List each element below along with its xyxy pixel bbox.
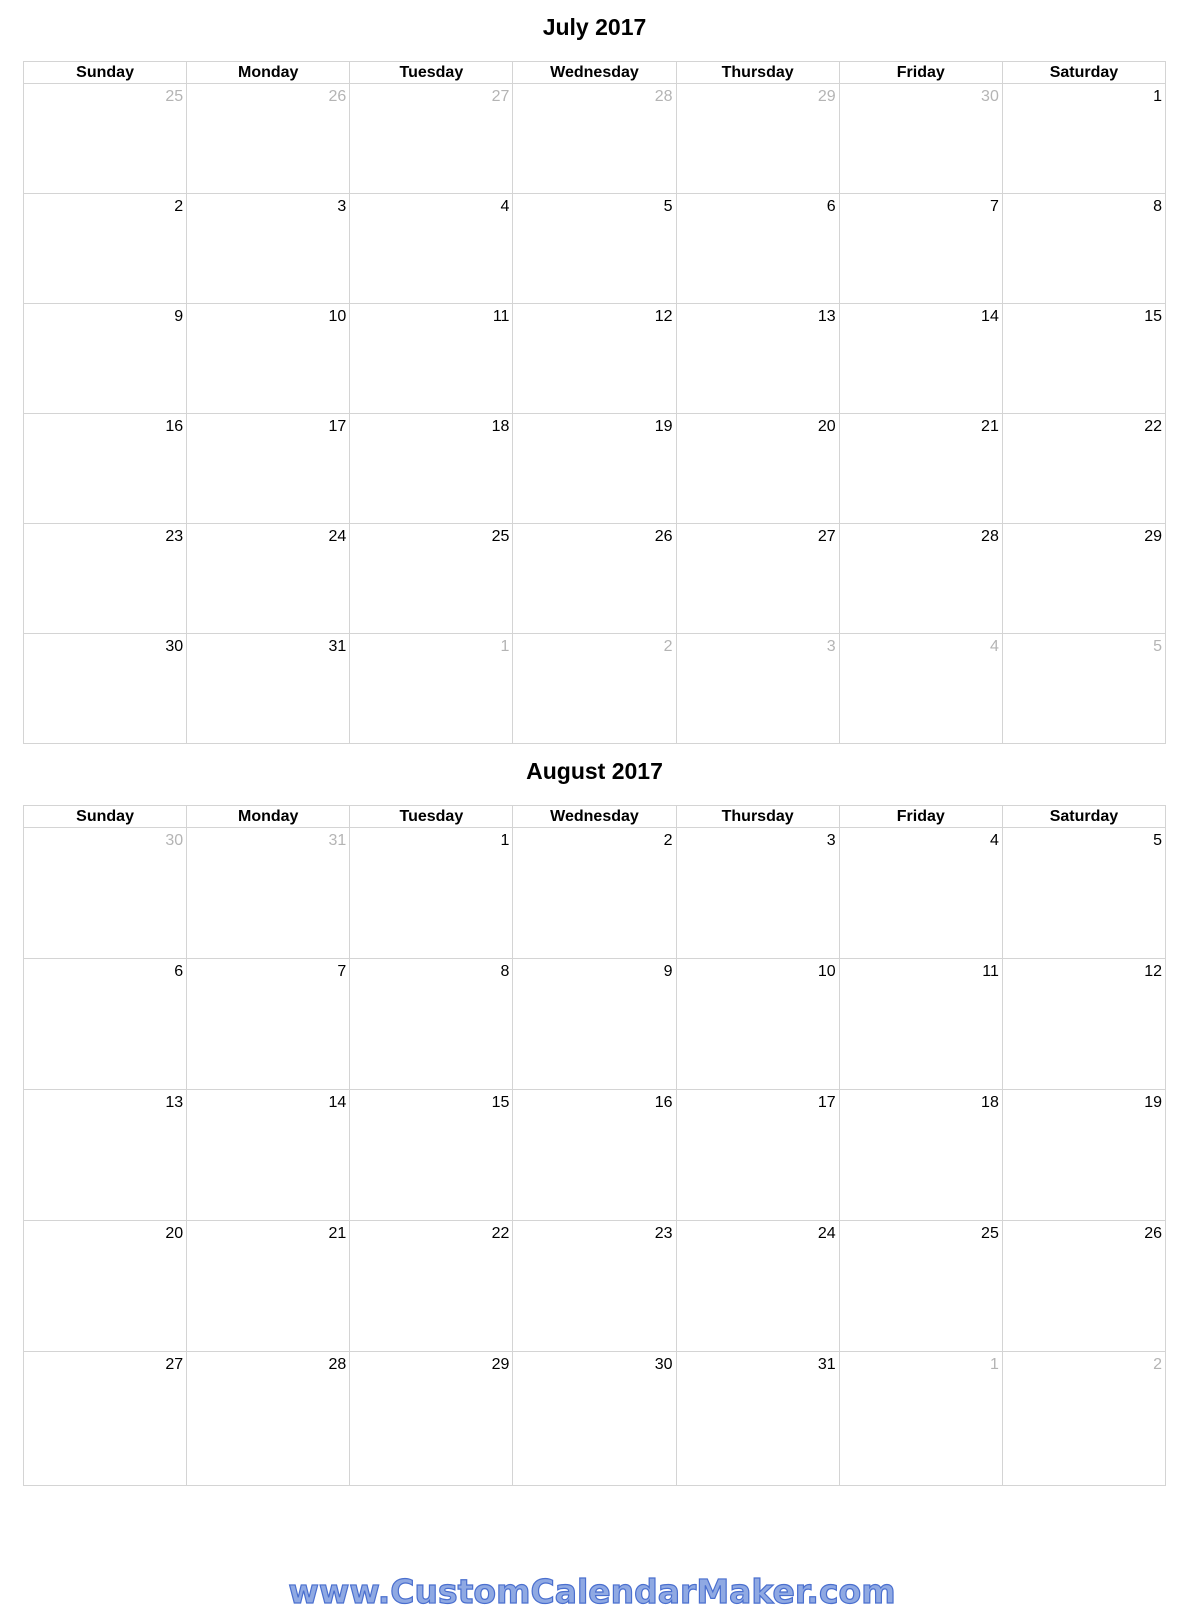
day-cell[interactable] (24, 304, 187, 414)
day-cell[interactable] (24, 1221, 187, 1352)
other-month-day-number: 5 (1153, 638, 1162, 655)
week-row (24, 1090, 1166, 1221)
day-cell[interactable] (1002, 1352, 1165, 1486)
day-number: 5 (663, 198, 673, 215)
day-number: 15 (1144, 308, 1162, 325)
day-cell[interactable] (350, 194, 513, 304)
day-cell[interactable] (839, 1090, 1002, 1221)
day-cell[interactable] (187, 304, 350, 414)
day-number: 1 (500, 832, 510, 849)
day-cell[interactable] (513, 959, 676, 1090)
day-cell[interactable] (350, 828, 513, 959)
day-number: 2 (663, 832, 673, 849)
day-cell[interactable] (513, 414, 676, 524)
other-month-day-number: 30 (981, 88, 999, 105)
day-cell[interactable] (350, 1090, 513, 1221)
weekday-tuesday: Tuesday (350, 806, 513, 828)
day-cell[interactable] (513, 194, 676, 304)
week-row (24, 634, 1166, 744)
day-number: 11 (492, 308, 510, 325)
day-number: 13 (165, 1094, 184, 1111)
day-cell[interactable] (24, 1090, 187, 1221)
other-month-day-number: 28 (654, 88, 673, 105)
day-cell[interactable] (676, 959, 839, 1090)
day-number: 20 (165, 1225, 184, 1242)
day-cell[interactable] (513, 524, 676, 634)
day-cell[interactable] (350, 304, 513, 414)
other-month-day-number: 4 (989, 638, 999, 655)
day-number: 16 (165, 418, 184, 435)
site-logo[interactable]: www.CustomCalendarMaker.com (288, 1572, 896, 1611)
day-cell[interactable] (676, 1221, 839, 1352)
day-number: 21 (328, 1225, 347, 1242)
day-number: 18 (981, 1094, 999, 1111)
month-title: August 2017 (526, 758, 663, 784)
day-cell[interactable] (676, 524, 839, 634)
day-cell[interactable] (187, 414, 350, 524)
day-cell[interactable] (350, 1221, 513, 1352)
day-number: 23 (165, 528, 184, 545)
day-number: 7 (989, 198, 999, 215)
day-cell[interactable] (513, 1221, 676, 1352)
day-cell[interactable] (839, 414, 1002, 524)
footer (0, 1572, 1184, 1611)
day-cell[interactable] (1002, 634, 1165, 744)
day-cell[interactable] (187, 1090, 350, 1221)
day-cell[interactable] (187, 1221, 350, 1352)
weekday-sunday: Sunday (24, 62, 187, 84)
day-number: 19 (654, 418, 673, 435)
weekday-friday: Friday (839, 806, 1002, 828)
other-month-day-number: 31 (328, 832, 347, 849)
day-cell[interactable] (350, 959, 513, 1090)
day-cell[interactable] (1002, 304, 1165, 414)
week-row (24, 84, 1166, 194)
day-number: 27 (165, 1356, 184, 1373)
day-cell[interactable] (24, 828, 187, 959)
day-number: 24 (328, 528, 347, 545)
other-month-day-number: 25 (165, 88, 184, 105)
day-cell[interactable] (676, 828, 839, 959)
day-number: 4 (989, 832, 999, 849)
day-number: 2 (174, 198, 184, 215)
day-number: 18 (491, 418, 510, 435)
day-number: 31 (328, 638, 347, 655)
week-row (24, 1221, 1166, 1352)
weekday-header-row (24, 806, 1166, 828)
day-number: 6 (826, 198, 836, 215)
day-cell[interactable] (187, 84, 350, 194)
day-cell[interactable] (676, 84, 839, 194)
day-number: 11 (982, 963, 999, 980)
day-cell[interactable] (24, 194, 187, 304)
day-cell[interactable] (513, 634, 676, 744)
day-cell[interactable] (1002, 959, 1165, 1090)
day-number: 29 (1144, 528, 1162, 545)
weekday-wednesday: Wednesday (513, 806, 676, 828)
day-number: 19 (1144, 1094, 1162, 1111)
calendar-body (24, 84, 1166, 744)
day-cell[interactable] (187, 634, 350, 744)
day-number: 22 (491, 1225, 510, 1242)
day-number: 3 (337, 198, 347, 215)
other-month-day-number: 2 (663, 638, 673, 655)
day-number: 31 (817, 1356, 836, 1373)
other-month-day-number: 30 (165, 832, 184, 849)
day-number: 25 (491, 528, 510, 545)
day-cell[interactable] (187, 828, 350, 959)
other-month-day-number: 2 (1153, 1356, 1162, 1373)
day-cell[interactable] (676, 634, 839, 744)
day-cell[interactable] (350, 524, 513, 634)
day-number: 26 (1144, 1225, 1162, 1242)
day-number: 24 (817, 1225, 836, 1242)
day-cell[interactable] (187, 524, 350, 634)
day-cell[interactable] (676, 414, 839, 524)
day-number: 9 (174, 308, 184, 325)
day-cell[interactable] (676, 1090, 839, 1221)
day-number: 28 (981, 528, 999, 545)
day-cell[interactable] (676, 1352, 839, 1486)
month-title: July 2017 (542, 14, 647, 40)
weekday-saturday: Saturday (1002, 62, 1165, 84)
day-cell[interactable] (350, 634, 513, 744)
day-number: 20 (817, 418, 836, 435)
day-number: 21 (981, 418, 999, 435)
day-cell[interactable] (676, 194, 839, 304)
day-cell[interactable] (24, 1352, 187, 1486)
day-number: 28 (328, 1356, 347, 1373)
day-number: 1 (1153, 88, 1162, 105)
day-cell[interactable] (187, 194, 350, 304)
day-number: 7 (337, 963, 347, 980)
other-month-day-number: 29 (817, 88, 836, 105)
weekday-monday: Monday (187, 806, 350, 828)
day-number: 8 (1153, 198, 1162, 215)
calendar-grid (23, 805, 1166, 1486)
day-cell[interactable] (839, 194, 1002, 304)
day-cell[interactable] (187, 1352, 350, 1486)
day-number: 17 (328, 418, 347, 435)
weekday-header-row (24, 62, 1166, 84)
day-cell[interactable] (513, 1090, 676, 1221)
other-month-day-number: 1 (989, 1356, 999, 1373)
week-row (24, 194, 1166, 304)
week-row (24, 414, 1166, 524)
weekday-friday: Friday (839, 62, 1002, 84)
day-cell[interactable] (839, 828, 1002, 959)
day-cell[interactable] (24, 959, 187, 1090)
day-cell[interactable] (187, 959, 350, 1090)
day-cell[interactable] (24, 84, 187, 194)
day-cell[interactable] (24, 634, 187, 744)
day-cell[interactable] (350, 1352, 513, 1486)
day-number: 5 (1153, 832, 1162, 849)
weekday-thursday: Thursday (676, 62, 839, 84)
weekday-thursday: Thursday (676, 806, 839, 828)
day-number: 10 (817, 963, 836, 980)
day-number: 17 (817, 1094, 836, 1111)
week-row (24, 304, 1166, 414)
day-number: 12 (1144, 963, 1162, 980)
day-number: 12 (654, 308, 673, 325)
day-cell[interactable] (839, 84, 1002, 194)
day-number: 26 (654, 528, 673, 545)
day-cell[interactable] (24, 524, 187, 634)
other-month-day-number: 3 (826, 638, 836, 655)
day-number: 4 (500, 198, 510, 215)
other-month-day-number: 1 (500, 638, 510, 655)
day-cell[interactable] (1002, 1090, 1165, 1221)
day-cell[interactable] (676, 304, 839, 414)
day-number: 14 (328, 1094, 347, 1111)
day-cell[interactable] (839, 304, 1002, 414)
day-cell[interactable] (839, 959, 1002, 1090)
day-number: 30 (165, 638, 184, 655)
day-number: 22 (1144, 418, 1162, 435)
day-cell[interactable] (1002, 194, 1165, 304)
other-month-day-number: 26 (328, 88, 347, 105)
calendar-grid (23, 61, 1166, 744)
weekday-monday: Monday (187, 62, 350, 84)
other-month-day-number: 27 (491, 88, 510, 105)
day-number: 25 (981, 1225, 999, 1242)
day-number: 9 (663, 963, 673, 980)
day-number: 3 (826, 832, 836, 849)
day-cell[interactable] (839, 634, 1002, 744)
day-number: 27 (817, 528, 836, 545)
week-row (24, 959, 1166, 1090)
day-cell[interactable] (839, 524, 1002, 634)
day-cell[interactable] (839, 1352, 1002, 1486)
day-cell[interactable] (24, 414, 187, 524)
day-number: 13 (817, 308, 836, 325)
week-row (24, 524, 1166, 634)
weekday-wednesday: Wednesday (513, 62, 676, 84)
day-number: 6 (174, 963, 184, 980)
weekday-saturday: Saturday (1002, 806, 1165, 828)
day-cell[interactable] (1002, 828, 1165, 959)
day-cell[interactable] (350, 84, 513, 194)
day-cell[interactable] (1002, 1221, 1165, 1352)
day-cell[interactable] (513, 84, 676, 194)
day-number: 23 (654, 1225, 673, 1242)
day-cell[interactable] (350, 414, 513, 524)
day-number: 30 (654, 1356, 673, 1373)
day-cell[interactable] (839, 1221, 1002, 1352)
day-cell[interactable] (513, 1352, 676, 1486)
calendar-body (24, 828, 1166, 1486)
week-row (24, 1352, 1166, 1486)
day-cell[interactable] (1002, 414, 1165, 524)
weekday-tuesday: Tuesday (350, 62, 513, 84)
day-number: 8 (500, 963, 510, 980)
week-row (24, 828, 1166, 959)
day-number: 15 (491, 1094, 510, 1111)
day-number: 10 (328, 308, 347, 325)
day-cell[interactable] (1002, 84, 1165, 194)
day-cell[interactable] (513, 304, 676, 414)
weekday-sunday: Sunday (24, 806, 187, 828)
month-august (23, 758, 1166, 1484)
month-july (23, 14, 1166, 740)
day-number: 16 (654, 1094, 673, 1111)
day-cell[interactable] (513, 828, 676, 959)
day-number: 29 (491, 1356, 510, 1373)
day-number: 14 (981, 308, 999, 325)
day-cell[interactable] (1002, 524, 1165, 634)
